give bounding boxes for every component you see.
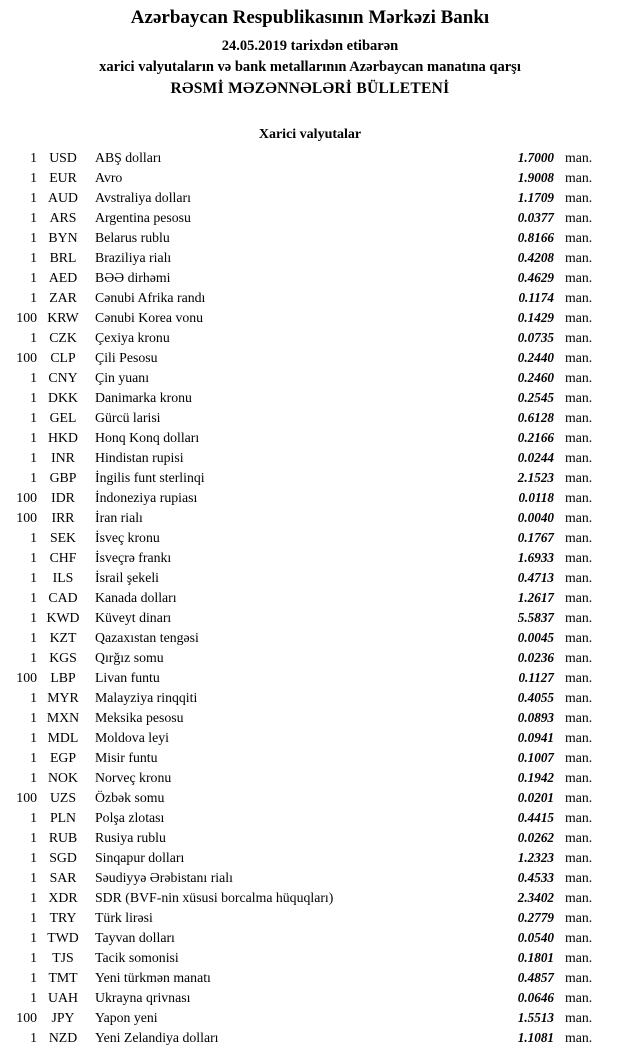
row-rate: 0.0646	[517, 990, 554, 1005]
rate-row	[0, 648, 592, 668]
row-quantity: 1	[30, 230, 37, 245]
row-currency-name: Yeni Zelandiya dolları	[95, 1030, 219, 1045]
row-currency-name: Sinqapur dolları	[95, 850, 185, 865]
row-rate: 0.4415	[517, 810, 554, 825]
row-rate: 0.4857	[517, 970, 554, 985]
row-currency-name: Yapon yeni	[95, 1010, 158, 1025]
row-unit: man.	[565, 330, 593, 345]
row-unit: man.	[565, 990, 593, 1005]
row-code: CAD	[48, 590, 78, 605]
row-code: MXN	[46, 710, 80, 725]
rate-row	[0, 628, 592, 648]
row-code: DKK	[48, 390, 78, 405]
row-unit: man.	[565, 930, 593, 945]
rate-row	[0, 488, 592, 508]
rate-row	[0, 548, 592, 568]
row-code: ILS	[52, 570, 74, 585]
row-quantity: 1	[30, 850, 37, 865]
row-rate: 0.2545	[517, 390, 554, 405]
row-unit: man.	[565, 490, 593, 505]
row-code: CHF	[49, 550, 77, 565]
row-rate: 1.1709	[517, 190, 554, 205]
rate-row	[0, 808, 592, 828]
row-rate: 0.1801	[517, 950, 554, 965]
row-unit: man.	[565, 250, 593, 265]
row-currency-name: Rusiya rublu	[95, 830, 166, 845]
row-currency-name: Misir funtu	[95, 750, 158, 765]
rate-row	[0, 468, 592, 488]
row-quantity: 1	[30, 210, 37, 225]
rate-row	[0, 568, 592, 588]
row-unit: man.	[565, 1030, 593, 1045]
row-quantity: 1	[30, 650, 37, 665]
row-quantity: 100	[16, 350, 37, 365]
row-unit: man.	[565, 310, 593, 325]
rate-row	[0, 288, 592, 308]
row-currency-name: İsrail şekeli	[95, 570, 159, 585]
row-quantity: 1	[30, 370, 37, 385]
rate-row	[0, 608, 592, 628]
row-quantity: 1	[30, 630, 37, 645]
row-code: RUB	[48, 830, 78, 845]
row-quantity: 1	[30, 170, 37, 185]
row-currency-name: Malayziya rinqqiti	[95, 690, 198, 705]
row-quantity: 1	[30, 810, 37, 825]
row-unit: man.	[565, 710, 593, 725]
row-rate: 0.1007	[517, 750, 554, 765]
row-unit: man.	[565, 770, 593, 785]
row-rate: 5.5837	[517, 610, 554, 625]
row-code: UZS	[49, 790, 77, 805]
rate-row	[0, 168, 592, 188]
row-rate: 0.0118	[518, 490, 554, 505]
row-quantity: 1	[30, 690, 37, 705]
row-unit: man.	[565, 970, 593, 985]
row-code: EUR	[49, 170, 77, 185]
row-rate: 2.1523	[517, 470, 554, 485]
rates-table	[0, 148, 620, 1048]
row-unit: man.	[565, 690, 593, 705]
row-rate: 0.0045	[517, 630, 554, 645]
row-quantity: 1	[30, 950, 37, 965]
row-currency-name: Meksika pesosu	[95, 710, 184, 725]
rate-row	[0, 768, 592, 788]
subtitle-line: xarici valyutaların və bank metallarının Azərbaycan manatına qarşı	[99, 59, 521, 75]
row-currency-name: Honq Konq dolları	[95, 430, 200, 445]
row-unit: man.	[565, 870, 593, 885]
row-currency-name: Avro	[95, 170, 123, 185]
rate-row	[0, 688, 592, 708]
row-rate: 1.1081	[517, 1030, 554, 1045]
row-rate: 0.1174	[518, 290, 554, 305]
row-unit: man.	[565, 730, 593, 745]
row-quantity: 100	[16, 1010, 37, 1025]
row-unit: man.	[565, 410, 593, 425]
rate-row	[0, 268, 592, 288]
row-code: XDR	[48, 890, 78, 905]
row-currency-name: Özbək somu	[95, 790, 165, 805]
row-code: TWD	[47, 930, 79, 945]
row-unit: man.	[565, 270, 593, 285]
row-code: PLN	[49, 810, 77, 825]
row-rate: 1.7000	[517, 150, 554, 165]
row-code: KGS	[49, 650, 77, 665]
row-quantity: 100	[16, 510, 37, 525]
row-rate: 0.1767	[517, 530, 554, 545]
row-rate: 1.6933	[517, 550, 554, 565]
row-code: UAH	[48, 990, 78, 1005]
row-code: ZAR	[49, 290, 77, 305]
row-unit: man.	[565, 670, 593, 685]
row-quantity: 100	[16, 790, 37, 805]
rate-row	[0, 708, 592, 728]
row-rate: 1.5513	[517, 1010, 554, 1025]
row-quantity: 1	[30, 930, 37, 945]
row-unit: man.	[565, 630, 593, 645]
row-unit: man.	[565, 850, 593, 865]
row-code: GEL	[49, 410, 77, 425]
rate-row	[0, 388, 592, 408]
row-code: LBP	[50, 670, 76, 685]
row-currency-name: Yeni türkmən manatı	[95, 970, 211, 985]
row-rate: 0.1127	[518, 670, 554, 685]
row-currency-name: Qazaxıstan tengəsi	[95, 630, 199, 645]
rate-row	[0, 828, 592, 848]
row-currency-name: Cənubi Afrika randı	[95, 290, 206, 305]
row-code: AED	[48, 270, 78, 285]
row-rate: 0.0941	[517, 730, 554, 745]
bulletin-title: RƏSMİ MƏZƏNNƏLƏRİ BÜLLETENİ	[170, 80, 450, 97]
row-quantity: 1	[30, 250, 37, 265]
row-code: KWD	[46, 610, 80, 625]
row-rate: 0.0201	[517, 790, 554, 805]
row-unit: man.	[565, 230, 593, 245]
row-rate: 0.0236	[517, 650, 554, 665]
row-code: TJS	[52, 950, 74, 965]
row-quantity: 100	[16, 490, 37, 505]
row-quantity: 1	[30, 730, 37, 745]
row-rate: 0.8166	[517, 230, 554, 245]
row-quantity: 1	[30, 330, 37, 345]
row-quantity: 1	[30, 410, 37, 425]
rate-row	[0, 588, 592, 608]
row-quantity: 1	[30, 570, 37, 585]
row-rate: 0.0735	[517, 330, 554, 345]
row-rate: 0.4713	[517, 570, 554, 585]
rate-row	[0, 368, 592, 388]
row-unit: man.	[565, 510, 593, 525]
row-rate: 0.0540	[517, 930, 554, 945]
row-currency-name: Belarus rublu	[95, 230, 170, 245]
rate-row	[0, 188, 592, 208]
row-unit: man.	[565, 750, 593, 765]
row-code: IDR	[51, 490, 75, 505]
row-rate: 0.2779	[517, 910, 554, 925]
row-unit: man.	[565, 830, 593, 845]
row-currency-name: İran rialı	[95, 510, 143, 525]
row-code: NZD	[48, 1030, 78, 1045]
row-quantity: 1	[30, 750, 37, 765]
row-quantity: 1	[30, 890, 37, 905]
row-rate: 1.2617	[517, 590, 554, 605]
row-code: SAR	[49, 870, 77, 885]
rate-row	[0, 348, 592, 368]
row-quantity: 1	[30, 910, 37, 925]
row-unit: man.	[565, 1010, 593, 1025]
row-unit: man.	[565, 150, 593, 165]
row-unit: man.	[565, 950, 593, 965]
row-quantity: 1	[30, 430, 37, 445]
rate-row	[0, 848, 592, 868]
row-currency-name: Tayvan dolları	[95, 930, 175, 945]
row-currency-name: Norveç kronu	[95, 770, 172, 785]
rate-row	[0, 948, 592, 968]
row-code: NOK	[48, 770, 78, 785]
row-currency-name: Avstraliya dolları	[95, 190, 191, 205]
row-rate: 1.2323	[517, 850, 554, 865]
row-quantity: 1	[30, 610, 37, 625]
row-code: USD	[49, 150, 77, 165]
rate-row	[0, 308, 592, 328]
row-unit: man.	[565, 550, 593, 565]
row-currency-name: SDR (BVF-nin xüsusi borcalma hüquqları)	[95, 890, 334, 905]
row-rate: 0.0262	[517, 830, 554, 845]
row-rate: 0.0893	[517, 710, 554, 725]
row-rate: 0.1429	[517, 310, 554, 325]
row-rate: 0.2440	[517, 350, 554, 365]
row-quantity: 1	[30, 550, 37, 565]
row-currency-name: Gürcü larisi	[95, 410, 161, 425]
row-currency-name: BƏƏ dirhəmi	[95, 270, 171, 285]
row-unit: man.	[565, 470, 593, 485]
row-quantity: 1	[30, 450, 37, 465]
row-quantity: 1	[30, 830, 37, 845]
row-currency-name: Moldova leyi	[95, 730, 169, 745]
row-unit: man.	[565, 790, 593, 805]
section-title-foreign-currencies: Xarici valyutalar	[258, 127, 362, 142]
row-code: CNY	[48, 370, 78, 385]
row-code: JPY	[51, 1010, 75, 1025]
row-rate: 0.6128	[517, 410, 554, 425]
row-currency-name: Tacik somonisi	[95, 950, 179, 965]
row-unit: man.	[565, 610, 593, 625]
row-unit: man.	[565, 450, 593, 465]
row-currency-name: Livan funtu	[95, 670, 160, 685]
row-quantity: 1	[30, 710, 37, 725]
row-unit: man.	[565, 190, 593, 205]
rate-row	[0, 328, 592, 348]
rate-row	[0, 988, 592, 1008]
row-currency-name: İndoneziya rupiası	[95, 490, 198, 505]
row-currency-name: Çexiya kronu	[95, 330, 170, 345]
rate-row	[0, 448, 592, 468]
row-currency-name: Küveyt dinarı	[95, 610, 172, 625]
row-currency-name: İngilis funt sterlinqi	[95, 470, 205, 485]
row-unit: man.	[565, 430, 593, 445]
row-currency-name: Cənubi Korea vonu	[95, 310, 204, 325]
row-quantity: 1	[30, 770, 37, 785]
row-currency-name: Kanada dolları	[95, 590, 177, 605]
row-code: SGD	[49, 850, 77, 865]
row-code: ARS	[49, 210, 77, 225]
row-rate: 0.4055	[517, 690, 554, 705]
row-currency-name: Argentina pesosu	[95, 210, 191, 225]
row-code: AUD	[48, 190, 78, 205]
row-quantity: 100	[16, 310, 37, 325]
rate-row	[0, 868, 592, 888]
row-rate: 0.2166	[517, 430, 554, 445]
rate-row	[0, 528, 592, 548]
row-rate: 0.4629	[517, 270, 554, 285]
row-currency-name: Çin yuanı	[95, 370, 150, 385]
row-quantity: 1	[30, 270, 37, 285]
row-currency-name: Səudiyyə Ərəbistanı rialı	[95, 870, 233, 885]
row-currency-name: İsveç kronu	[95, 530, 160, 545]
row-unit: man.	[565, 350, 593, 365]
row-code: BYN	[48, 230, 78, 245]
row-code: TRY	[49, 910, 77, 925]
row-rate: 0.4533	[517, 870, 554, 885]
rate-row	[0, 908, 592, 928]
row-unit: man.	[565, 910, 593, 925]
row-unit: man.	[565, 390, 593, 405]
row-code: BRL	[49, 250, 77, 265]
row-code: MYR	[47, 690, 79, 705]
row-code: HKD	[48, 430, 78, 445]
row-currency-name: Qırğız somu	[95, 650, 164, 665]
row-currency-name: Polşa zlotası	[95, 810, 165, 825]
row-quantity: 1	[30, 1030, 37, 1045]
rate-row	[0, 788, 592, 808]
row-currency-name: ABŞ dolları	[95, 150, 162, 165]
row-rate: 0.1942	[517, 770, 554, 785]
row-code: MDL	[47, 730, 79, 745]
rate-row	[0, 408, 592, 428]
rate-row	[0, 968, 592, 988]
row-rate: 0.0244	[517, 450, 554, 465]
row-unit: man.	[565, 810, 593, 825]
row-quantity: 1	[30, 590, 37, 605]
row-unit: man.	[565, 370, 593, 385]
rate-row	[0, 728, 592, 748]
row-code: CZK	[49, 330, 77, 345]
row-code: KRW	[47, 310, 79, 325]
row-code: IRR	[51, 510, 75, 525]
rate-row	[0, 1028, 592, 1048]
row-rate: 1.9008	[517, 170, 554, 185]
row-unit: man.	[565, 650, 593, 665]
row-currency-name: İsveçrə frankı	[95, 550, 172, 565]
row-code: SEK	[49, 530, 77, 545]
row-unit: man.	[565, 590, 593, 605]
row-unit: man.	[565, 530, 593, 545]
row-code: TMT	[48, 970, 78, 985]
rate-row	[0, 508, 592, 528]
row-currency-name: Türk lirəsi	[95, 910, 153, 925]
row-currency-name: Hindistan rupisi	[95, 450, 184, 465]
rate-row	[0, 148, 592, 168]
row-code: CLP	[50, 350, 76, 365]
row-quantity: 1	[30, 870, 37, 885]
rate-row	[0, 208, 592, 228]
row-currency-name: Danimarka kronu	[95, 390, 192, 405]
row-rate: 2.3402	[517, 890, 554, 905]
row-code: KZT	[49, 630, 77, 645]
rate-row	[0, 928, 592, 948]
row-quantity: 1	[30, 470, 37, 485]
row-quantity: 1	[30, 290, 37, 305]
rate-row	[0, 748, 592, 768]
row-unit: man.	[565, 570, 593, 585]
rate-row	[0, 248, 592, 268]
row-currency-name: Çili Pesosu	[95, 350, 158, 365]
rate-row	[0, 668, 592, 688]
row-unit: man.	[565, 170, 593, 185]
row-rate: 0.0377	[517, 210, 554, 225]
row-code: GBP	[49, 470, 77, 485]
rate-row	[0, 228, 592, 248]
row-quantity: 1	[30, 150, 37, 165]
row-quantity: 1	[30, 530, 37, 545]
row-code: EGP	[49, 750, 77, 765]
row-quantity: 1	[30, 990, 37, 1005]
row-rate: 0.4208	[517, 250, 554, 265]
row-rate: 0.2460	[517, 370, 554, 385]
bulletin-header	[0, 0, 620, 99]
rate-row	[0, 1008, 592, 1028]
effective-date-line: 24.05.2019 tarixdən etibarən	[221, 38, 399, 54]
row-unit: man.	[565, 290, 593, 305]
rate-row	[0, 428, 592, 448]
row-unit: man.	[565, 890, 593, 905]
row-quantity: 100	[16, 670, 37, 685]
bank-name-title: Azərbaycan Respublikasının Mərkəzi Bankı	[130, 7, 490, 28]
row-code: INR	[51, 450, 75, 465]
row-quantity: 1	[30, 970, 37, 985]
row-quantity: 1	[30, 390, 37, 405]
row-currency-name: Ukrayna qrivnası	[95, 990, 191, 1005]
row-currency-name: Braziliya rialı	[95, 250, 172, 265]
row-unit: man.	[565, 210, 593, 225]
row-quantity: 1	[30, 190, 37, 205]
rate-row	[0, 888, 592, 908]
row-rate: 0.0040	[517, 510, 554, 525]
